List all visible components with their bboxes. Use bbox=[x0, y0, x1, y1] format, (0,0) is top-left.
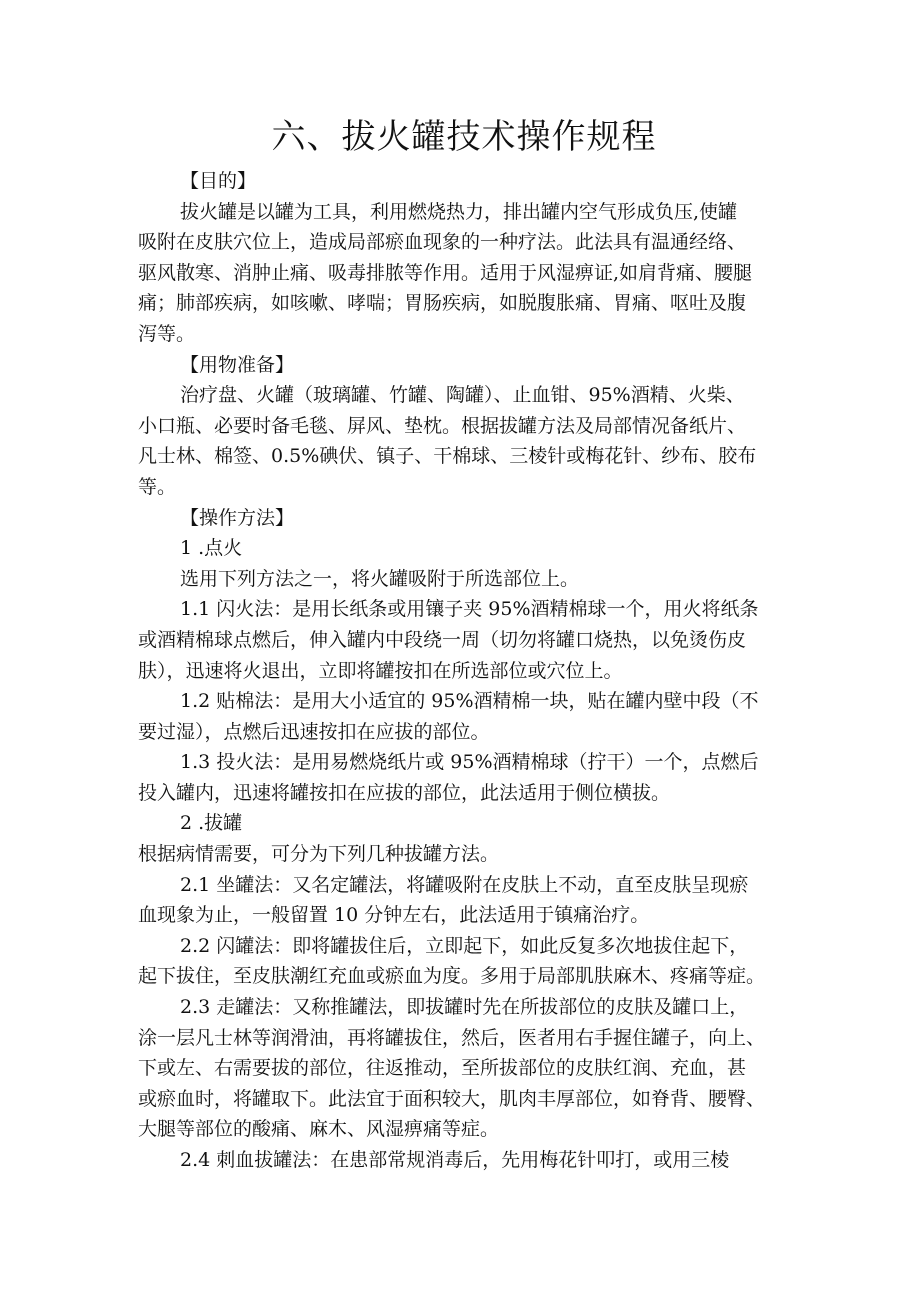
text-line: 2.2 闪罐法：即将罐拔住后，立即起下，如此反复多次地拔住起下， bbox=[180, 934, 749, 957]
text-line: 1 .点火 bbox=[180, 537, 243, 560]
text-line: 拔火罐是以罐为工具，利用燃烧热力，排出罐内空气形成负压,使罐 bbox=[180, 200, 738, 223]
text-line: 肤），迅速将火退出，立即将罐按扣在所选部位或穴位上。 bbox=[138, 659, 623, 682]
text-line: 2.1 坐罐法：又名定罐法，将罐吸附在皮肤上不动，直至皮肤呈现瘀 bbox=[180, 873, 749, 896]
text-line: 驱风散寒、消肿止痛、吸毒排脓等作用。适用于风湿痹证,如肩背痛、腰腿 bbox=[138, 261, 753, 284]
text-line: 小口瓶、必要时备毛毯、屏风、垫枕。根据拔罐方法及局部情况备纸片、 bbox=[138, 414, 747, 437]
text-line: 投入罐内，迅速将罐按扣在应拔的部位，此法适用于侧位横拔。 bbox=[138, 781, 671, 804]
text-line: 起下拔住，至皮肤潮红充血或瘀血为度。多用于局部肌肤麻木、疼痛等症。 bbox=[138, 965, 766, 988]
section-heading: 【用物准备】 bbox=[180, 353, 295, 376]
text-line: 下或左、右需要拔的部位，往返推动，至所拔部位的皮肤红润、充血，甚 bbox=[138, 1057, 747, 1080]
text-line: 泻等。 bbox=[138, 322, 196, 345]
text-line: 1.1 闪火法：是用长纸条或用镶子夹 95%酒精棉球一个，用火将纸条 bbox=[180, 598, 759, 621]
section-heading: 【操作方法】 bbox=[180, 506, 295, 529]
text-line: 等。 bbox=[138, 475, 177, 498]
text-line: 2.4 刺血拔罐法：在患部常规消毒后，先用梅花针叩打，或用三棱 bbox=[180, 1149, 730, 1171]
section-heading: 【目的】 bbox=[180, 170, 257, 192]
text-line: 选用下列方法之一，将火罐吸附于所选部位上。 bbox=[180, 567, 580, 590]
text-line: 1.2 贴棉法：是用大小适宜的 95%酒精棉一块，贴在罐内壁中段（不 bbox=[180, 690, 759, 713]
text-line: 或瘀血时，将罐取下。此法宜于面积较大，肌肉丰厚部位，如脊背、腰臀、 bbox=[138, 1087, 766, 1110]
text-line: 要过湿），点燃后迅速按扣在应拔的部位。 bbox=[138, 720, 490, 743]
text-line: 大腿等部位的酸痛、麻木、风湿痹痛等症。 bbox=[138, 1118, 500, 1141]
text-line: 根据病情需要，可分为下列几种拔罐方法。 bbox=[138, 843, 500, 866]
text-line: 吸附在皮肤穴位上，造成局部瘀血现象的一种疗法。此法具有温通经络、 bbox=[138, 231, 747, 254]
document-body bbox=[138, 166, 790, 1176]
text-line: 或酒精棉球点燃后，伸入罐内中段绕一周（切勿将罐口烧热，以免烫伤皮 bbox=[138, 628, 747, 651]
text-line: 1.3 投火法：是用易燃烧纸片或 95%酒精棉球（拧干）一个，点燃后 bbox=[180, 751, 759, 774]
text-line: 凡士林、棉签、0.5%碘伏、镇子、干棉球、三棱针或梅花针、纱布、胶布 bbox=[138, 445, 757, 468]
text-line: 2 .拔罐 bbox=[180, 812, 243, 835]
text-line: 涂一层凡士林等润滑油，再将罐拔住，然后，医者用右手握住罐子，向上、 bbox=[138, 1026, 766, 1049]
text-line: 治疗盘、火罐（玻璃罐、竹罐、陶罐）、止血钳、95%酒精、火柴、 bbox=[180, 384, 745, 407]
text-line: 2.3 走罐法：又称推罐法，即拔罐时先在所拔部位的皮肤及罐口上， bbox=[180, 996, 749, 1019]
text-line: 血现象为止，一般留置 10 分钟左右，此法适用于镇痛治疗。 bbox=[138, 904, 650, 927]
text-line: 痛；肺部疾病，如咳嗽、哮喘；胃肠疾病，如脱腹胀痛、胃痛、呕吐及腹 bbox=[138, 292, 747, 315]
page-title: 六、拔火罐技术操作规程 bbox=[271, 117, 657, 157]
